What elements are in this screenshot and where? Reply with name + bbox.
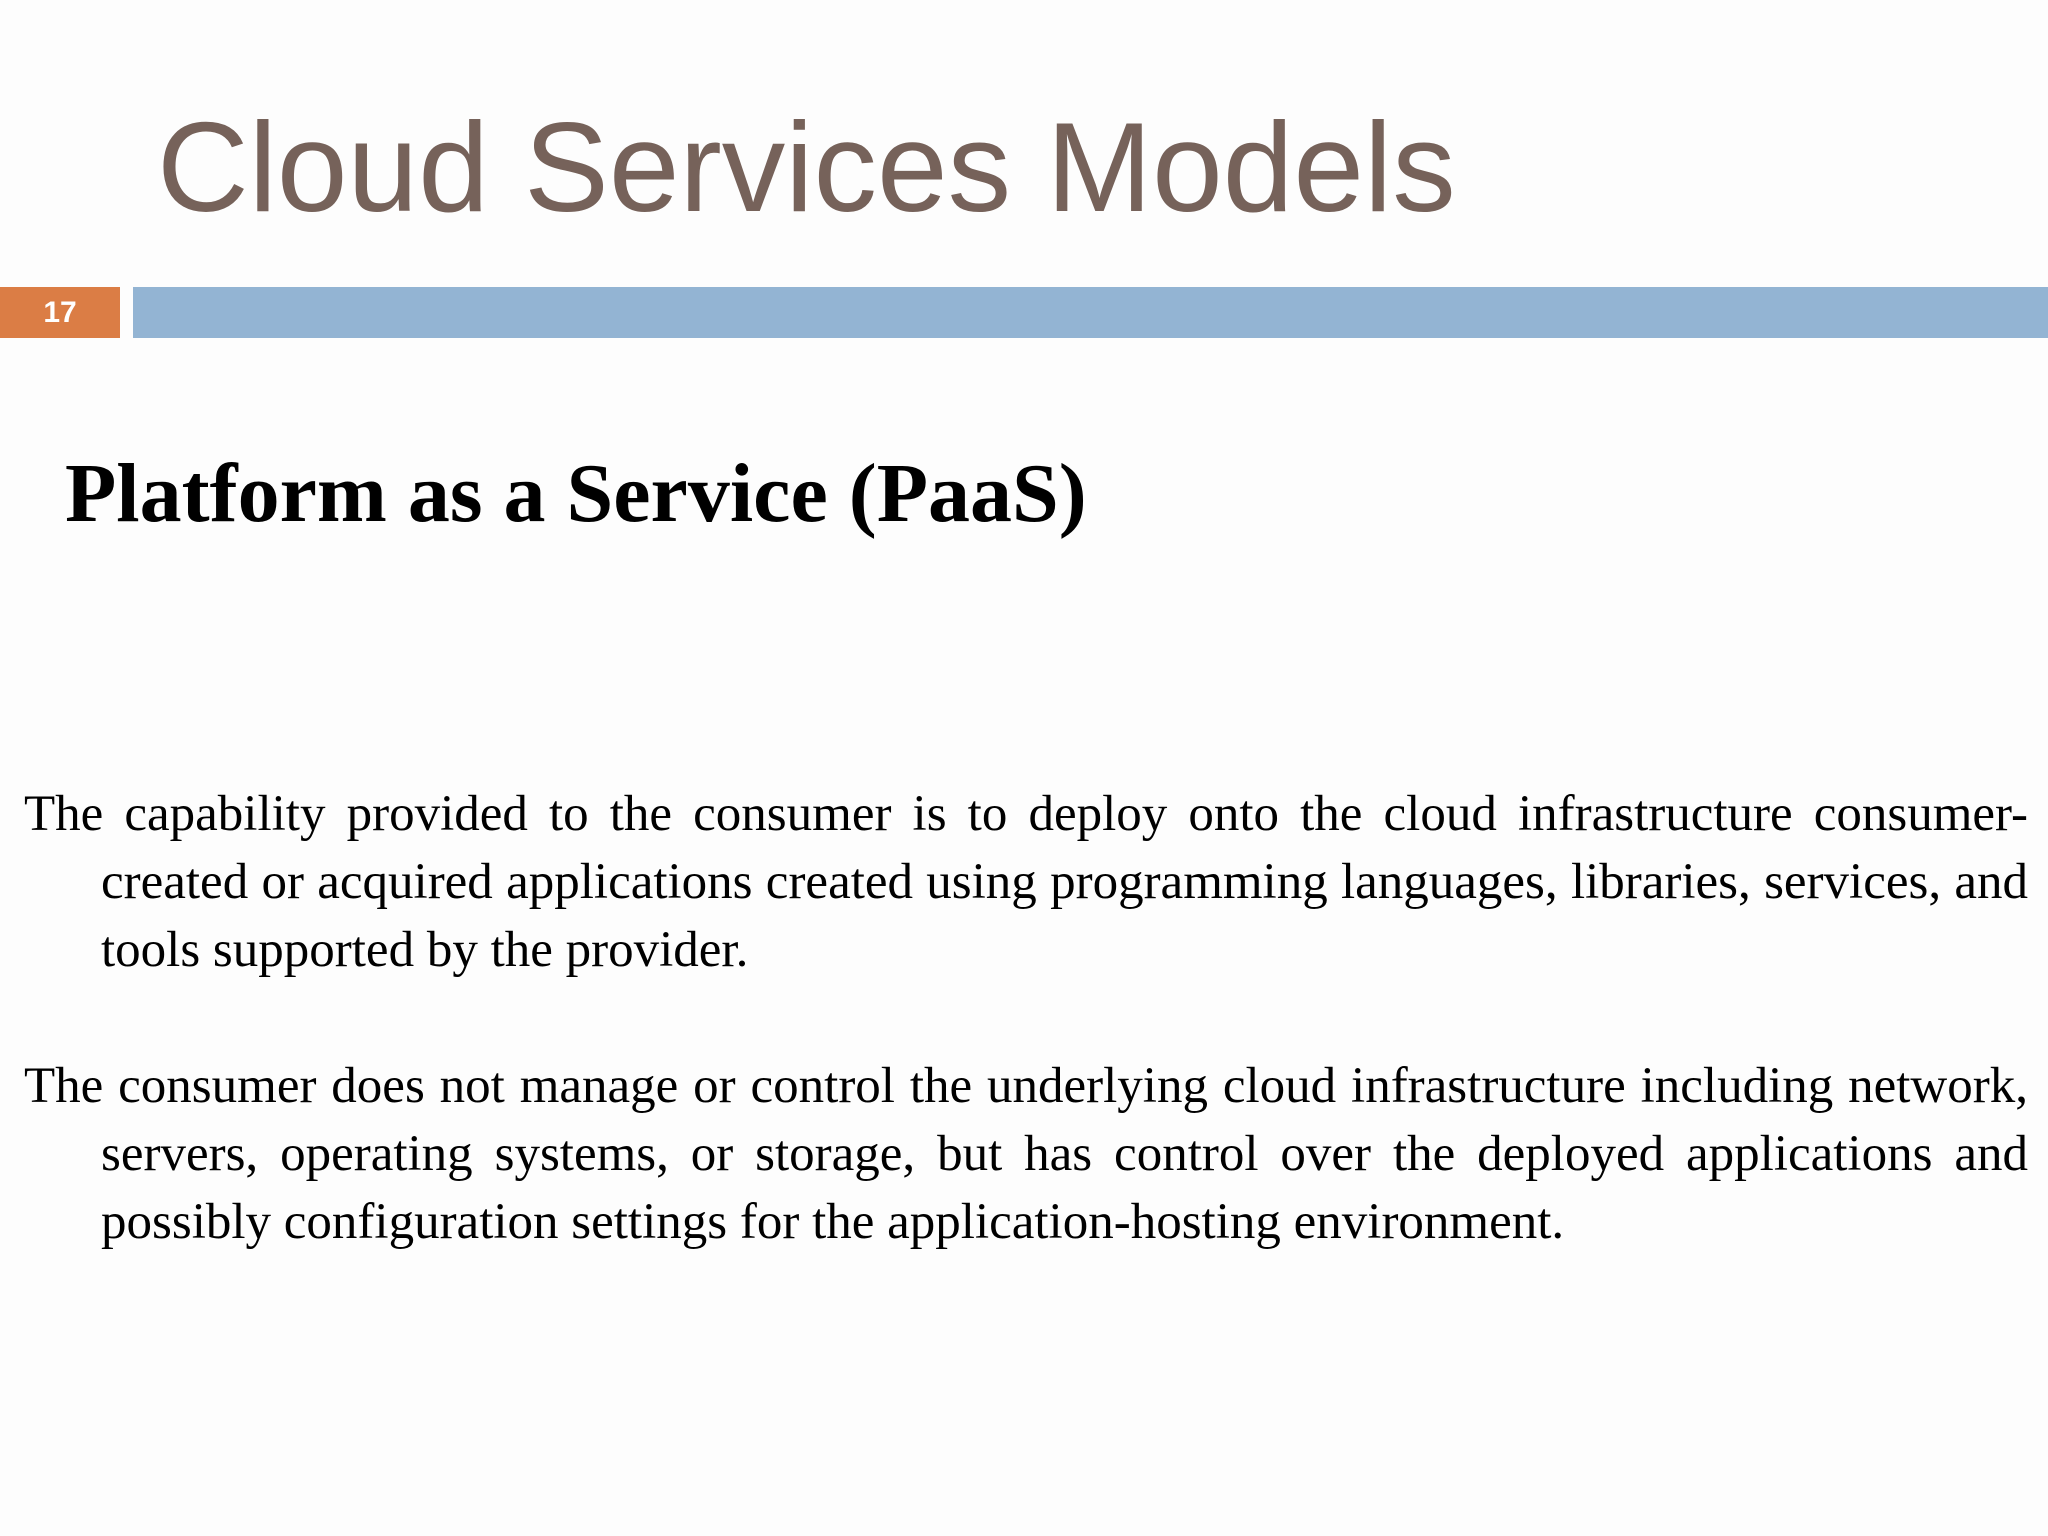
title-divider-bar <box>133 287 2048 338</box>
body-paragraph-2: The consumer does not manage or control the underlying cloud infrastructure including network, servers, operating systems, or storage, but has control over the deployed applications and possibly configuration settings for the application-hosting environment. <box>24 1058 2028 1250</box>
section-heading: Platform as a Service (PaaS) <box>65 447 1087 540</box>
slide-body <box>24 780 2028 1324</box>
body-paragraph-1: The capability provided to the consumer is to deploy onto the cloud infrastructure consumer-created or acquired applications created using programming languages, libraries, services, and tools supported by the provider. <box>24 786 2028 978</box>
slide-number-badge: 17 <box>0 287 120 338</box>
slide-title: Cloud Services Models <box>157 96 1456 238</box>
